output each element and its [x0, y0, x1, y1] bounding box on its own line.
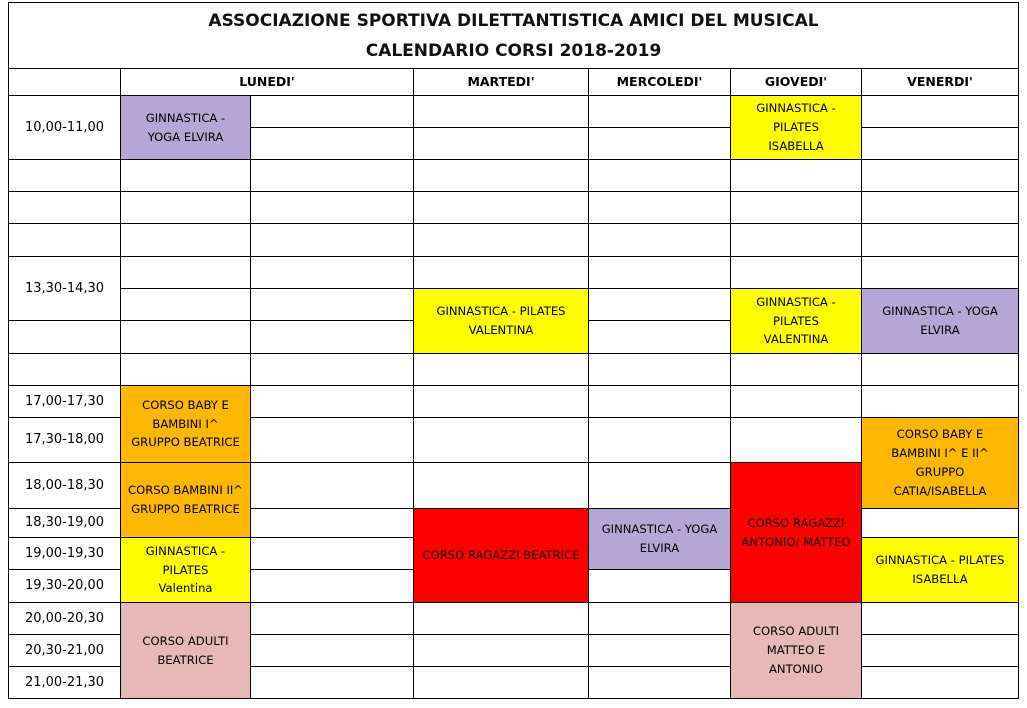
empty-slot[interactable]: [589, 635, 731, 667]
course-text: [882, 302, 998, 340]
course-text-line: CORSO RAGAZZI BEATRICE: [422, 548, 580, 563]
time-slot-label: 18,30-19,00: [8, 509, 121, 538]
time-slot-label: [8, 224, 121, 257]
time-slot-label: 17,00-17,30: [8, 386, 121, 418]
course-text-line: GINNASTICA -: [756, 294, 836, 309]
empty-slot[interactable]: [414, 257, 589, 289]
empty-slot[interactable]: [251, 128, 414, 160]
course-text: [128, 481, 243, 519]
course-text-line: YOGA ELVIRA: [147, 129, 224, 144]
course-block[interactable]: [121, 463, 251, 538]
course-text-line: GRUPPO: [915, 465, 965, 479]
empty-slot[interactable]: [414, 418, 589, 463]
course-text-line: PILATES: [162, 562, 209, 577]
course-text-line: ISABELLA: [912, 572, 968, 586]
course-text: [423, 546, 580, 565]
course-block[interactable]: [414, 509, 589, 603]
empty-slot[interactable]: [414, 386, 589, 418]
course-text-line: BEATRICE: [157, 652, 214, 667]
course-block[interactable]: [121, 538, 251, 603]
empty-slot[interactable]: [251, 192, 414, 224]
course-block[interactable]: [731, 603, 862, 699]
empty-slot[interactable]: [414, 354, 589, 386]
course-block[interactable]: [862, 289, 1019, 354]
course-block[interactable]: [731, 96, 862, 160]
title-block: [8, 2, 1019, 68]
time-slot-label: 21,00-21,30: [8, 667, 121, 699]
empty-slot[interactable]: [589, 354, 731, 386]
empty-slot[interactable]: [251, 224, 414, 257]
empty-slot[interactable]: [731, 192, 862, 224]
course-text-line: MATTEO E: [766, 643, 826, 658]
empty-slot[interactable]: [862, 386, 1019, 418]
course-text-line: CATIA/ISABELLA: [893, 483, 987, 498]
course-text: [875, 551, 1004, 589]
time-slot-label: [8, 354, 121, 386]
empty-slot[interactable]: [862, 603, 1019, 635]
association-title: ASSOCIAZIONE SPORTIVA DILETTANTISTICA AMICI DEL MUSICAL: [208, 10, 819, 31]
time-header-cell: [8, 68, 121, 96]
empty-slot[interactable]: [251, 418, 414, 463]
course-text-line: Valentina: [158, 581, 213, 596]
course-text-line: GINNASTICA - YOGA: [601, 522, 718, 537]
course-text-line: GINNASTICA -: [756, 101, 836, 116]
time-slot-label: 10,00-11,00: [8, 96, 121, 160]
course-text-line: CORSO RAGAZZI: [747, 515, 845, 530]
time-slot-label: [8, 321, 121, 354]
course-text-line: CORSO ADULTI: [752, 624, 840, 639]
empty-slot[interactable]: [414, 603, 589, 635]
course-text-line: CORSO BABY E: [142, 397, 229, 412]
empty-slot[interactable]: [731, 257, 862, 289]
empty-slot[interactable]: [121, 321, 251, 354]
empty-slot[interactable]: [251, 463, 414, 509]
course-text-line: GINNASTICA - PILATES: [436, 304, 566, 319]
course-text-line: GINNASTICA - YOGA: [882, 304, 998, 319]
empty-slot[interactable]: [414, 128, 589, 160]
time-slot-label: 18,00-18,30: [8, 463, 121, 509]
empty-slot[interactable]: [414, 96, 589, 128]
day-header: MARTEDI': [414, 68, 589, 96]
empty-slot[interactable]: [589, 96, 731, 128]
course-text: [142, 632, 228, 670]
empty-slot[interactable]: [589, 386, 731, 418]
empty-slot[interactable]: [862, 257, 1019, 289]
day-header: MERCOLEDI': [589, 68, 731, 96]
time-slot-label: 19,00-19,30: [8, 538, 121, 570]
empty-slot[interactable]: [589, 257, 731, 289]
empty-slot[interactable]: [251, 321, 414, 354]
empty-slot[interactable]: [589, 321, 731, 354]
time-slot-label: 13,30-14,30: [8, 257, 121, 321]
course-block[interactable]: [862, 538, 1019, 603]
course-block[interactable]: [414, 289, 589, 354]
empty-slot[interactable]: [251, 603, 414, 635]
empty-slot[interactable]: [121, 192, 251, 224]
time-slot-label: [8, 192, 121, 224]
course-text: [602, 520, 718, 558]
empty-slot[interactable]: [589, 418, 731, 463]
empty-slot[interactable]: [251, 570, 414, 603]
course-block[interactable]: [121, 96, 251, 160]
course-text: [891, 425, 988, 500]
empty-slot[interactable]: [731, 354, 862, 386]
course-block[interactable]: [862, 418, 1019, 509]
empty-slot[interactable]: [589, 603, 731, 635]
empty-slot[interactable]: [414, 192, 589, 224]
empty-slot[interactable]: [251, 635, 414, 667]
course-text: [753, 622, 839, 678]
empty-slot[interactable]: [862, 354, 1019, 386]
course-text-line: GINNASTICA -: [145, 543, 226, 558]
empty-slot[interactable]: [589, 192, 731, 224]
course-text: [741, 514, 850, 552]
course-text: [756, 99, 835, 155]
course-text-line: GRUPPO BEATRICE: [131, 502, 240, 516]
course-text: [146, 542, 225, 598]
course-text-line: VALENTINA: [763, 332, 829, 347]
course-text-line: PILATES: [773, 120, 819, 135]
course-text-line: CORSO BAMBINI II^: [127, 483, 244, 498]
empty-slot[interactable]: [589, 160, 731, 192]
empty-slot[interactable]: [121, 224, 251, 257]
course-text-line: ELVIRA: [639, 541, 680, 555]
day-header: VENERDI': [862, 68, 1019, 96]
course-text: [436, 302, 565, 340]
empty-slot[interactable]: [862, 160, 1019, 192]
empty-slot[interactable]: [121, 289, 251, 321]
empty-slot[interactable]: [251, 289, 414, 321]
time-slot-label: [8, 160, 121, 192]
course-text-line: CORSO BABY E: [896, 427, 984, 442]
empty-slot[interactable]: [589, 570, 731, 603]
empty-slot[interactable]: [414, 224, 589, 257]
empty-slot[interactable]: [251, 160, 414, 192]
empty-slot[interactable]: [731, 386, 862, 418]
empty-slot[interactable]: [251, 96, 414, 128]
course-block[interactable]: [589, 509, 731, 570]
course-text-line: GRUPPO BEATRICE: [131, 435, 240, 450]
course-text: [146, 109, 225, 147]
empty-slot[interactable]: [251, 386, 414, 418]
course-text: [131, 396, 240, 452]
empty-slot[interactable]: [862, 192, 1019, 224]
empty-slot[interactable]: [121, 354, 251, 386]
empty-slot[interactable]: [251, 509, 414, 538]
empty-slot[interactable]: [251, 538, 414, 570]
course-text-line: GINNASTICA -: [145, 110, 226, 125]
empty-slot[interactable]: [589, 667, 731, 699]
empty-slot[interactable]: [589, 224, 731, 257]
empty-slot[interactable]: [731, 418, 862, 463]
course-text-line: ANTONIO/ MATTEO: [741, 534, 851, 549]
course-text-line: BAMBINI I^ E II^: [891, 446, 989, 461]
course-text-line: BAMBINI I^: [152, 416, 219, 431]
course-text-line: ISABELLA: [768, 138, 824, 153]
day-header: LUNEDI': [121, 68, 414, 96]
empty-slot[interactable]: [414, 160, 589, 192]
course-block[interactable]: [121, 603, 251, 699]
time-slot-label: 17,30-18,00: [8, 418, 121, 463]
empty-slot[interactable]: [414, 463, 589, 509]
course-text-line: ELVIRA: [920, 323, 960, 337]
course-block[interactable]: [731, 289, 862, 354]
empty-slot[interactable]: [862, 96, 1019, 128]
empty-slot[interactable]: [731, 160, 862, 192]
empty-slot[interactable]: [862, 635, 1019, 667]
empty-slot[interactable]: [251, 667, 414, 699]
course-text-line: ANTONIO: [768, 661, 824, 676]
empty-slot[interactable]: [251, 354, 414, 386]
course-text-line: GINNASTICA - PILATES: [875, 553, 1005, 568]
course-text: [756, 293, 835, 349]
day-header: GIOVEDI': [731, 68, 862, 96]
empty-slot[interactable]: [589, 128, 731, 160]
course-block[interactable]: [121, 386, 251, 463]
empty-slot[interactable]: [121, 160, 251, 192]
empty-slot[interactable]: [589, 463, 731, 509]
course-block[interactable]: [731, 463, 862, 603]
course-text-line: CORSO ADULTI: [142, 633, 229, 648]
course-text-line: PILATES: [773, 313, 819, 328]
calendar-title: CALENDARIO CORSI 2018-2019: [365, 40, 662, 61]
empty-slot[interactable]: [121, 257, 251, 289]
empty-slot[interactable]: [414, 635, 589, 667]
time-slot-label: 19,30-20,00: [8, 570, 121, 603]
empty-slot[interactable]: [251, 257, 414, 289]
empty-slot[interactable]: [862, 667, 1019, 699]
time-slot-label: 20,00-20,30: [8, 603, 121, 635]
empty-slot[interactable]: [862, 224, 1019, 257]
empty-slot[interactable]: [414, 667, 589, 699]
empty-slot[interactable]: [589, 289, 731, 321]
course-text-line: VALENTINA: [468, 323, 534, 337]
time-slot-label: 20,30-21,00: [8, 635, 121, 667]
empty-slot[interactable]: [862, 509, 1019, 538]
empty-slot[interactable]: [731, 224, 862, 257]
empty-slot[interactable]: [862, 128, 1019, 160]
